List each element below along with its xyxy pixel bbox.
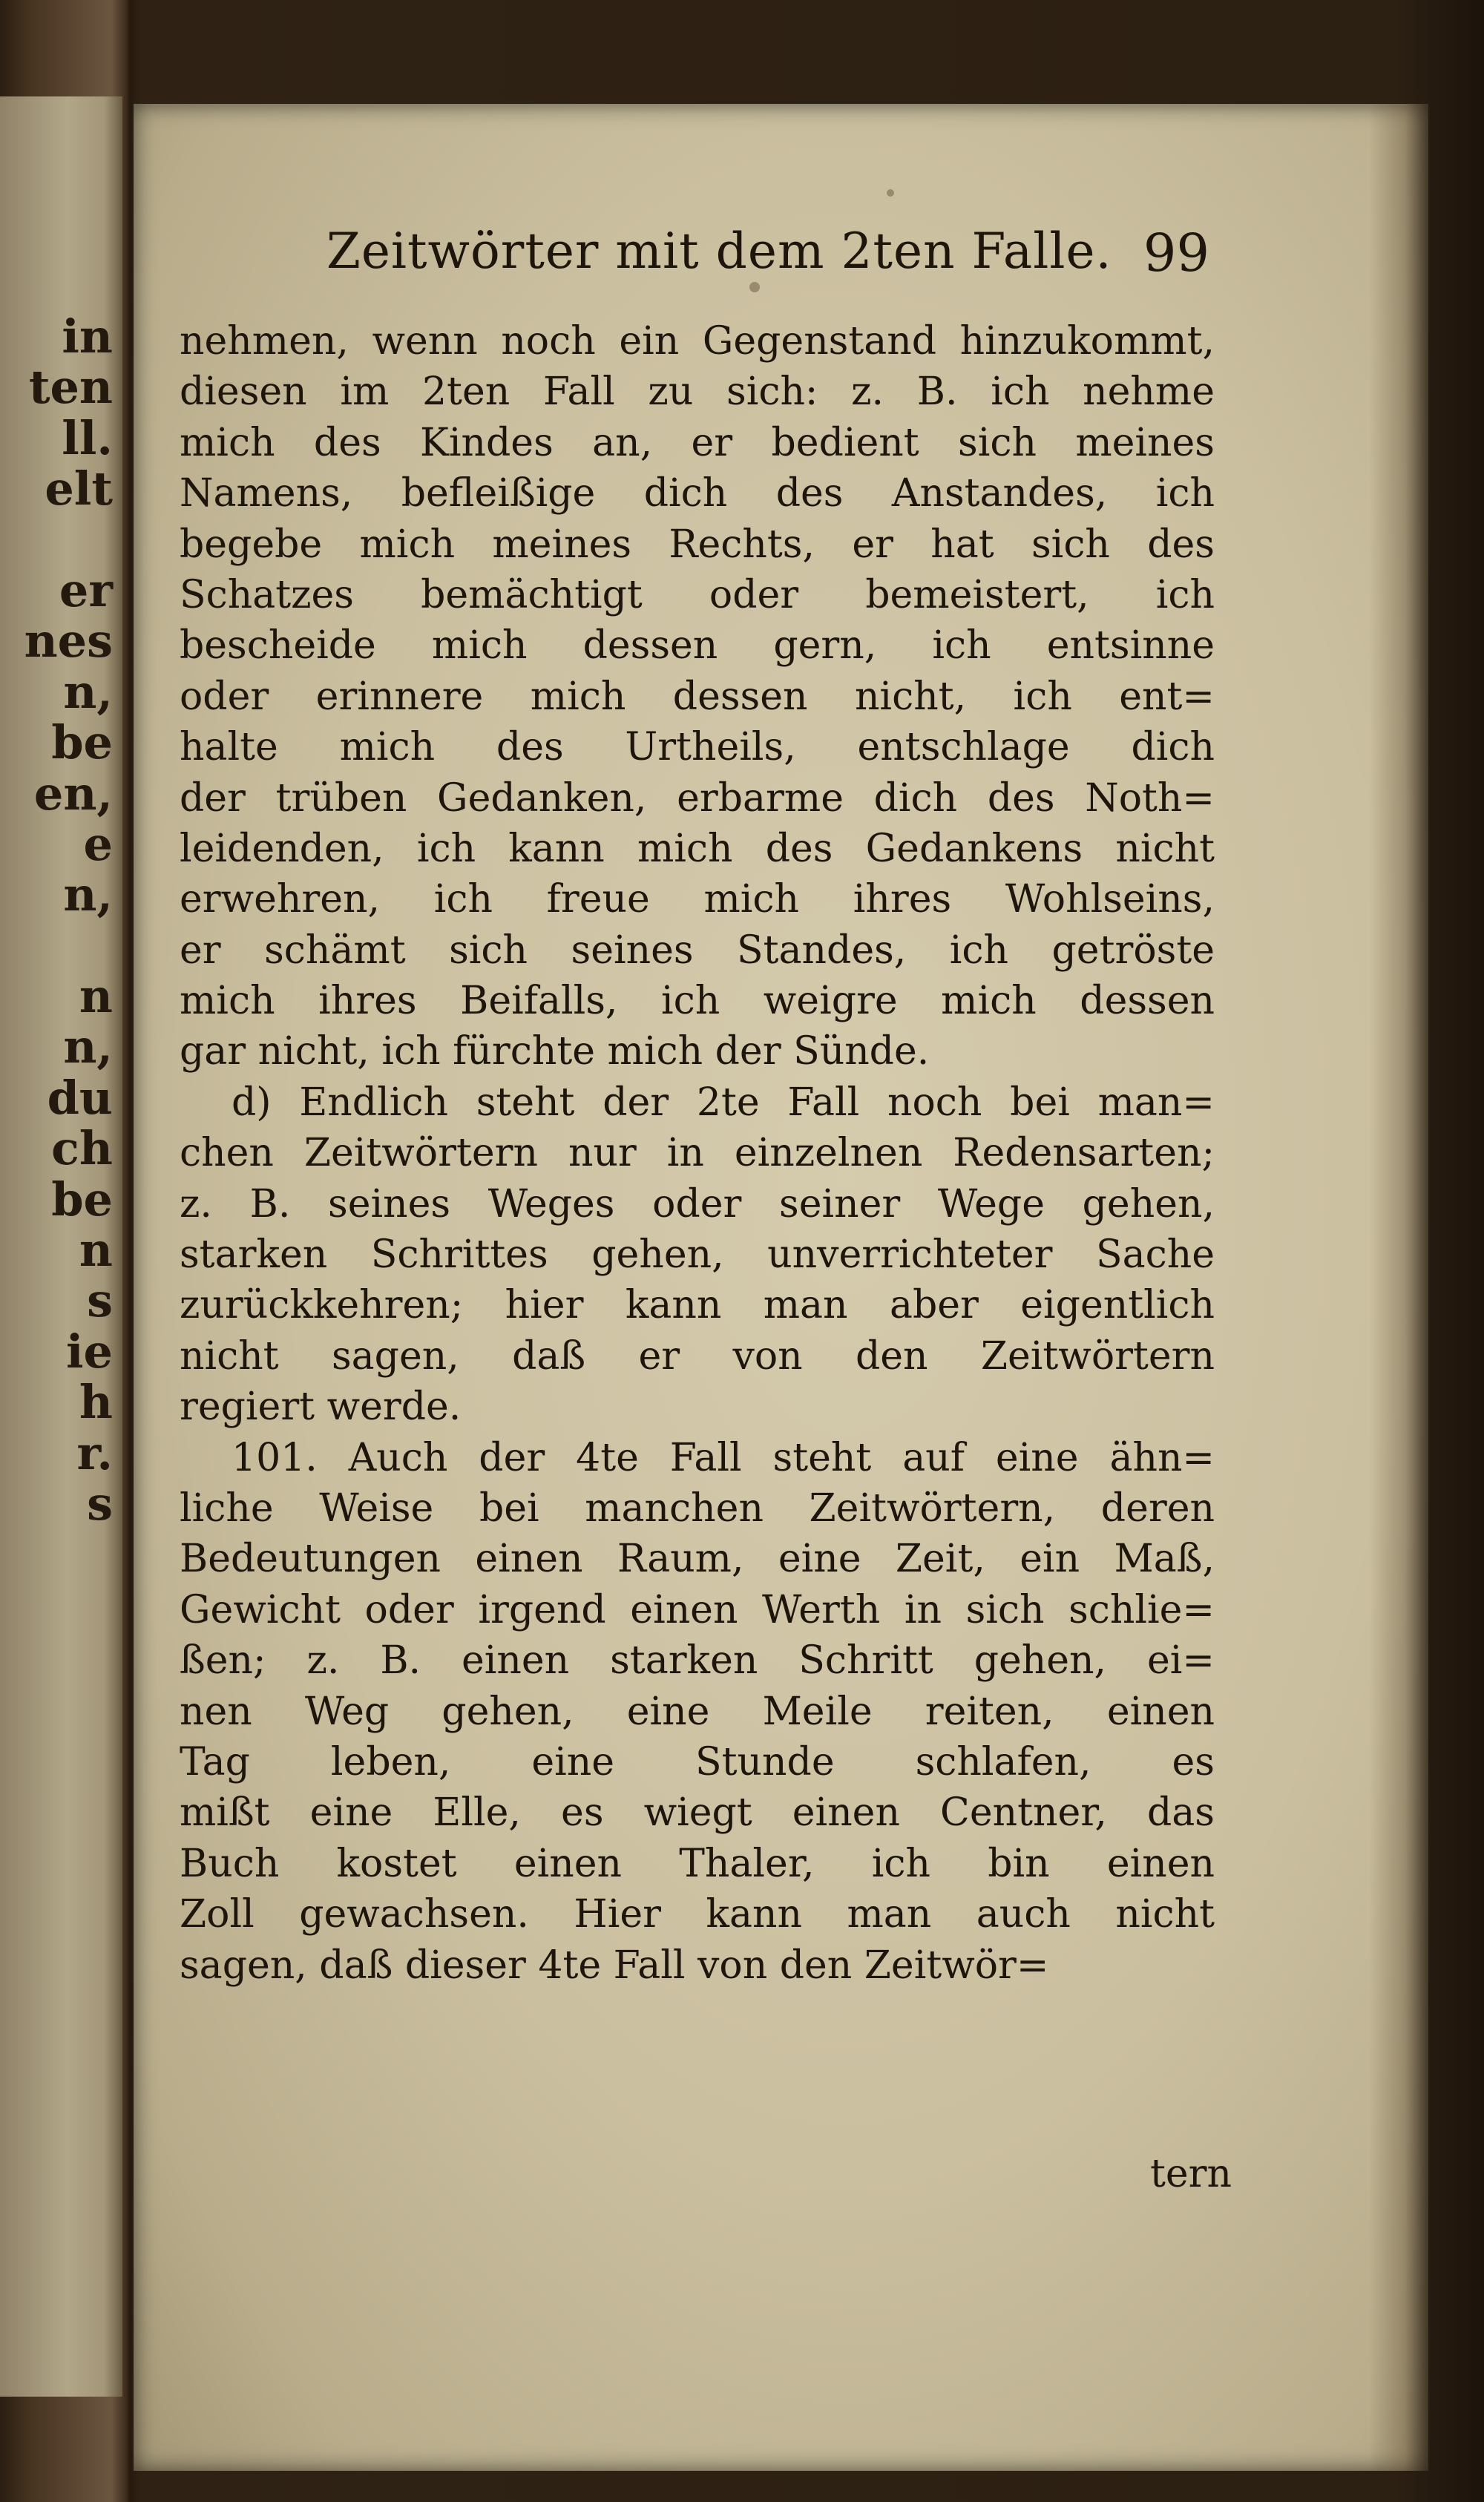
text-line: begebe mich meines Rechts, er hat sich des <box>180 522 1215 567</box>
left-page-fragment: ll. <box>62 410 113 465</box>
body-text <box>180 316 1215 1991</box>
text-line: nehmen, wenn noch ein Gegenstand hinzukommt, <box>180 319 1215 364</box>
left-page-fragment <box>0 1580 113 1631</box>
text-line: er schämt sich seines Standes, ich getröste <box>180 927 1215 973</box>
left-page-fragment: ie <box>66 1324 113 1379</box>
text-line: Schatzes bemächtigt oder bemeistert, ich <box>180 572 1215 617</box>
left-page-fragment <box>0 515 113 565</box>
text-line: 101. Auch der 4te Fall steht auf eine ähn= <box>232 1435 1215 1480</box>
text-line: halte mich des Urtheils, entschlage dich <box>180 725 1215 770</box>
left-page-fragment: n <box>79 969 113 1024</box>
text-line: Namens, befleißige dich des Anstandes, ich <box>180 471 1215 516</box>
left-page-fragment: r. <box>76 1425 113 1480</box>
text-line: regiert werde. <box>180 1385 462 1430</box>
left-page-fragment <box>0 1783 113 1833</box>
left-page-fragment: ten <box>28 360 113 415</box>
text-line: Tag leben, eine Stunde schlafen, es <box>180 1739 1215 1784</box>
page-header <box>193 223 1209 297</box>
left-page-fragment <box>0 1682 113 1733</box>
text-line: diesen im 2ten Fall zu sich: z. B. ich nehme <box>180 370 1215 415</box>
left-page-fragment: s <box>87 1476 113 1531</box>
text-line: Gewicht oder irgend einen Werth in sich schlie= <box>180 1587 1215 1632</box>
left-page-fragment: n <box>79 1223 113 1278</box>
running-title: Zeitwörter mit dem 2ten Falle. <box>326 223 1112 280</box>
left-page-fragment: h <box>79 1375 113 1430</box>
left-page-fragment: elt <box>45 462 113 516</box>
left-page-fragment: in <box>62 309 113 364</box>
left-page-fragment <box>0 1885 113 1935</box>
text-line: nen Weg gehen, eine Meile reiten, einen <box>180 1689 1215 1734</box>
text-line: Bedeutungen einen Raum, eine Zeit, ein Maß, <box>180 1537 1215 1582</box>
left-page-fragment <box>0 1529 113 1580</box>
text-line: d) Endlich steht der 2te Fall noch bei man= <box>232 1080 1215 1125</box>
text-line: der trüben Gedanken, erbarme dich des Noth= <box>180 775 1215 821</box>
left-page-fragment: n, <box>63 867 113 922</box>
text-line: ßen; z. B. einen starken Schritt gehen, ei= <box>180 1638 1215 1684</box>
left-page-fragment <box>0 1631 113 1681</box>
left-page-fragment <box>0 1834 113 1885</box>
text-line: mißt eine Elle, es wiegt einen Centner, das <box>180 1790 1215 1836</box>
left-page-fragment <box>0 1733 113 1783</box>
page-edge-shadow <box>1369 104 1428 2471</box>
left-page-fragment <box>0 921 113 971</box>
left-page-fragment: be <box>51 715 113 770</box>
text-line: nicht sagen, daß er von den Zeitwörtern <box>180 1333 1215 1379</box>
text-line: starken Schrittes gehen, unverrichteter Sache <box>180 1232 1215 1278</box>
left-page-fragment: e <box>83 816 113 871</box>
left-page-fragment: be <box>51 1172 113 1227</box>
text-line: leidenden, ich kann mich des Gedankens nicht <box>180 826 1215 871</box>
left-page-fragment: s <box>87 1273 113 1328</box>
left-page-fragment: n, <box>63 664 113 719</box>
text-line: z. B. seines Weges oder seiner Wege gehen, <box>180 1181 1215 1227</box>
text-line: mich des Kindes an, er bedient sich meines <box>180 420 1215 465</box>
text-line: oder erinnere mich dessen nicht, ich ent= <box>180 674 1215 719</box>
ink-spot <box>749 282 760 292</box>
left-page-fragment: n, <box>63 1019 113 1074</box>
text-line: liche Weise bei manchen Zeitwörtern, deren <box>180 1485 1215 1531</box>
text-line: erwehren, ich freue mich ihres Wohlseins, <box>180 877 1215 922</box>
page-number: 99 <box>1143 223 1209 283</box>
text-line: Zoll gewachsen. Hier kann man auch nicht <box>180 1892 1215 1937</box>
ink-spot <box>887 189 894 197</box>
text-line: zurückkehren; hier kann man aber eigentlich <box>180 1283 1215 1328</box>
catchword: tern <box>1149 2152 1232 2196</box>
text-line: sagen, daß dieser 4te Fall von den Zeitwör= <box>180 1943 1049 1988</box>
text-line: chen Zeitwörtern nur in einzelnen Redensarten; <box>180 1131 1215 1176</box>
text-line: Buch kostet einen Thaler, ich bin einen <box>180 1841 1215 1886</box>
left-page-fragment: du <box>47 1070 113 1125</box>
left-page-fragment: nes <box>24 614 113 669</box>
left-page-text-fragments <box>0 309 119 1936</box>
text-line: bescheide mich dessen gern, ich entsinne <box>180 623 1215 669</box>
text-line: mich ihres Beifalls, ich weigre mich dessen <box>180 979 1215 1024</box>
text-line: gar nicht, ich fürchte mich der Sünde. <box>180 1029 930 1074</box>
left-page-fragment: ch <box>51 1121 113 1176</box>
left-page-fragment: er <box>59 562 113 617</box>
left-page-fragment: en, <box>33 766 113 821</box>
